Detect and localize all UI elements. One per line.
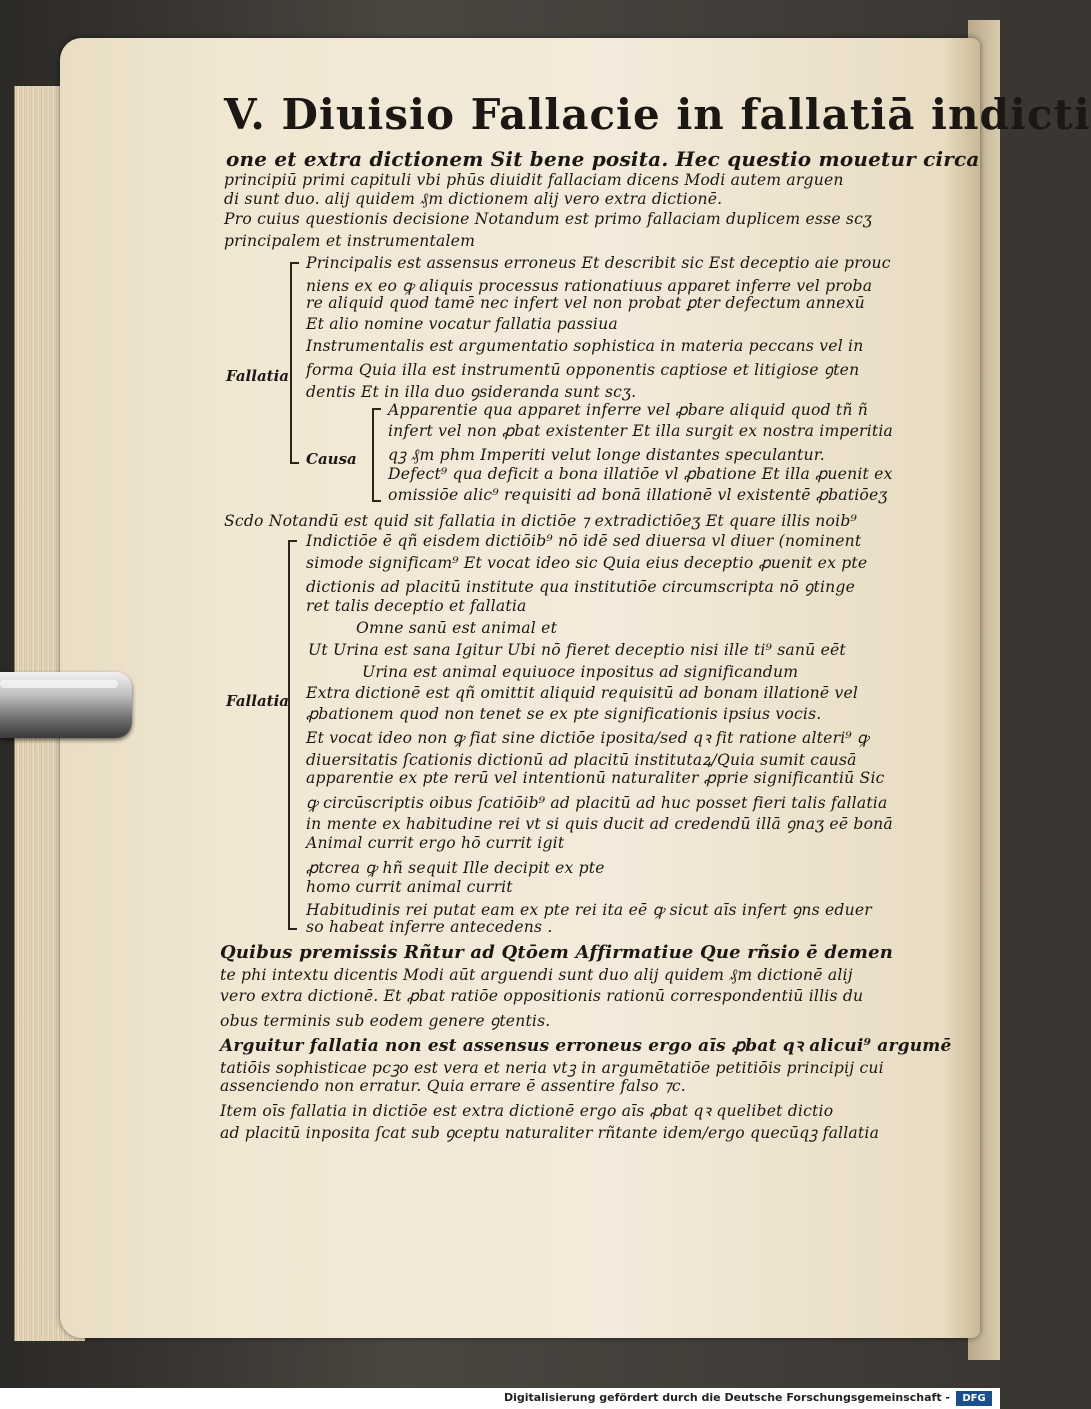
text-line: qꝫ ₰m phm Imperiti velut longe distantes speculantur.	[388, 446, 825, 464]
text-line: assenciendo non erratur. Quia errare ē assentire falso ⁊c.	[220, 1077, 686, 1095]
text-line: simode significam⁹ Et vocat ideo sic Quia eius deceptio ꝓuenit ex pte	[306, 554, 868, 572]
dfg-logo: DFG	[956, 1391, 992, 1406]
bracket	[372, 408, 374, 502]
text-line: Et alio nomine vocatur fallatia passiua	[306, 315, 618, 333]
text-line: re aliquid quod tamē nec infert vel non probat ꝑter defectum annexū	[306, 294, 865, 312]
text-line: Scdo Notandū est quid sit fallatia in dictiōe ⁊ extradictiōeʒ Et quare illis noib⁹	[224, 512, 857, 530]
text-line: Defect⁹ qua deficit a bona illatiōe vl ꝓbatione Et illa ꝓuenit ex	[388, 465, 893, 483]
text-line: principalem et instrumentalem	[224, 232, 476, 250]
text-line: vero extra dictionē. Et ꝓbat ratiōe oppositionis rationū correspondentiū illis du	[220, 987, 864, 1005]
text-line: Arguitur fallatia non est assensus erroneus ergo aīs ꝓbat qꝛ alicui⁹ argumē	[220, 1036, 952, 1056]
side-label: Fallatia	[226, 367, 290, 385]
text-line: ad placitū inposita ſcat sub ꝯceptu naturaliter rñtante idem/ergo quecūqꝫ fallatia	[220, 1124, 880, 1142]
text-line: di sunt duo. alij quidem ₰m dictionem alij vero extra dictionē.	[224, 190, 723, 208]
text-line: omissiōe alic⁹ requisiti ad bonā illationē vl existentē ꝓbatiōeʒ	[388, 486, 888, 504]
bracket	[288, 540, 290, 930]
text-line: obus terminis sub eodem genere ꝯtentis.	[220, 1012, 551, 1030]
text-line: Et vocat ideo non ꝙ fiat sine dictiōe iposita/sed qꝛ fit ratione alteri⁹ ꝙ	[306, 729, 869, 747]
text-line: Ut Urina est sana Igitur Ubi nō fieret deceptio nisi ille ti⁹ sanū eēt	[308, 641, 846, 659]
bracket	[290, 262, 292, 464]
text-line: infert vel non ꝓbat existenter Et illa surgit ex nostra imperitia	[388, 422, 894, 440]
text-line: ꝓtcrea ꝙ hñ sequit Ille decipit ex pte	[306, 859, 605, 877]
text-line: in mente ex habitudine rei vt si quis ducit ad credendū illā ꝯnaʒ eē bonā	[306, 815, 893, 833]
text-line: te phi intextu dicentis Modi aūt arguendi sunt duo alij quidem ₰m dictionē alij	[220, 966, 853, 984]
text-line: ret talis deceptio et fallatia	[306, 597, 527, 615]
text-line: Habitudinis rei putat eam ex pte rei ita eē ꝙ sicut aīs infert ꝯns eduer	[306, 901, 872, 919]
text-line: Pro cuius questionis decisione Notandum est primo fallaciam duplicem esse scʒ	[224, 210, 873, 228]
text-line: tatiōis sophisticae pcꝫo est vera et neria vtꝫ in argumētatiōe petitiōis principij cui	[220, 1059, 884, 1077]
text-line: diuersitatis ſcationis dictionū ad placitū institutaꝝ/Quia sumit causā	[306, 751, 857, 769]
text-line: Instrumentalis est argumentatio sophistica in materia peccans vel in	[306, 337, 864, 355]
text-line: niens ex eo ꝙ aliquis processus rationatiuus apparet inferre vel proba	[306, 277, 873, 295]
text-line: ꝓbationem quod non tenet se ex pte significationis ipsius vocis.	[306, 705, 822, 723]
page-clip	[0, 672, 132, 738]
text-line: so habeat inferre antecedens .	[306, 918, 553, 936]
text-line: ꝙ circūscriptis oibus ſcatiōib⁹ ad placitū ad huc posset fieri talis fallatia	[306, 794, 888, 812]
text-line: forma Quia illa est instrumentū opponentis captiose et litigiose ꝯten	[306, 361, 860, 379]
text-line: principiū primi capituli vbi phūs diuidit fallaciam dicens Modi autem arguen	[224, 171, 844, 189]
funding-credit: Digitalisierung gefördert durch die Deutsche Forschungsgemeinschaft -	[503, 1391, 950, 1404]
text-line: apparentie ex pte rerū vel intentionū naturaliter ꝓprie significantiū Sic	[306, 769, 885, 787]
side-label: Fallatia	[226, 692, 290, 710]
text-line: Animal currit ergo hō currit igit	[306, 834, 565, 852]
text-line: Item oīs fallatia in dictiōe est extra dictionē ergo aīs ꝓbat qꝛ quelibet dictio	[220, 1102, 834, 1120]
text-line: Indictiōe ē qñ eisdem dictiōib⁹ nō idē sed diuersa vl diuer (nominent	[306, 532, 862, 550]
footer-bar	[0, 1388, 1000, 1409]
text-line: dictionis ad placitū institute qua institutiōe circumscripta nō ꝯtinge	[306, 578, 856, 596]
text-line: homo currit animal currit	[306, 878, 513, 896]
text-line: dentis Et in illa duo ꝯsideranda sunt scʒ.	[306, 383, 637, 401]
side-label: Causa	[306, 450, 357, 468]
text-line: Omne sanū est animal et	[356, 619, 558, 637]
text-line: Apparentie qua apparet inferre vel ꝓbare aliquid quod tñ ñ	[388, 401, 869, 419]
text-line: Quibus premissis Rñtur ad Qtōem Affirmatiue Que rñsio ē demen	[220, 942, 894, 963]
text-line: Extra dictionē est qñ omittit aliquid requisitū ad bonam illationē vel	[306, 684, 859, 702]
text-line: one et extra dictionem Sit bene posita. Hec questio mouetur circa	[226, 147, 980, 171]
text-line: Urina est animal equiuoce inpositus ad significandum	[362, 663, 799, 681]
page-heading: V. Diuisio Fallacie in fallatiā indicti	[224, 90, 1091, 139]
text-line: Principalis est assensus erroneus Et describit sic Est deceptio aie prouc	[306, 254, 891, 272]
